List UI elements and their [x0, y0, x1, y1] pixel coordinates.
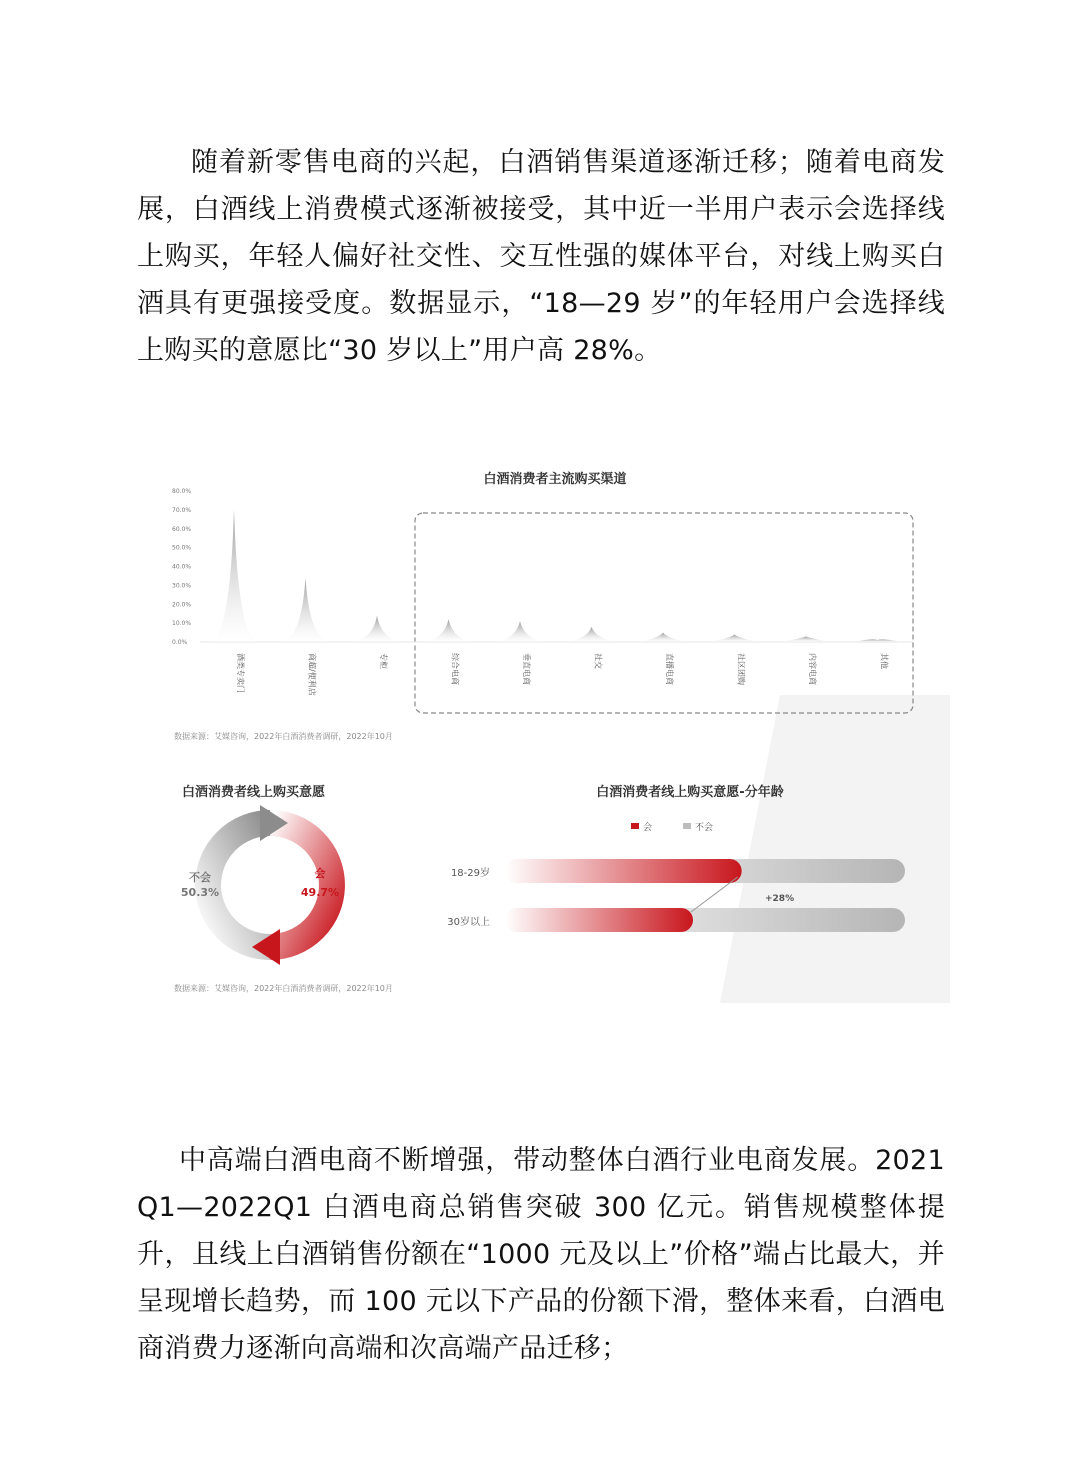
ecommerce-paragraph: 中高端白酒电商不断增强，带动整体白酒行业电商发展。2021 Q1—2022Q1 白酒电商总销售突破 300 亿元。销售规模整体提升，且线上白酒销售份额在“1000 元及以上”价格”端占比最大，并呈现增长趋势，而 100 元以下产品的份额下滑，整体来看，白酒电商消费力逐渐向高端和次高端产品迁移； — [137, 1145, 945, 1364]
channel-peaks — [210, 510, 902, 642]
channel-y-axis — [172, 488, 191, 646]
channel-categories — [236, 653, 890, 696]
donut-slice-will — [270, 823, 332, 947]
channel-peak — [639, 633, 687, 642]
infographic-svg — [160, 455, 950, 1003]
y-tick-label: 40.0% — [172, 563, 192, 571]
y-tick-label: 10.0% — [172, 620, 192, 628]
y-tick-label: 60.0% — [172, 525, 192, 533]
channel-peak — [210, 510, 258, 642]
y-tick-label: 0.0% — [172, 639, 188, 646]
channel-category-label: 专柜 — [379, 653, 388, 669]
donut-slice-wont — [208, 823, 270, 947]
channel-category-label: 社区团购 — [736, 653, 746, 685]
channel-category-label: 直播电商 — [665, 653, 674, 685]
age-source-note: 数据来源：艾媒咨询，2022年白酒消费者调研，2022年10月 — [174, 984, 393, 993]
donut-value-will: 49.7% — [300, 886, 340, 899]
legend-label-will: 会 — [643, 823, 653, 833]
channel-peak — [711, 634, 759, 642]
channel-category-label: 其他 — [879, 653, 889, 669]
channel-peak — [353, 616, 401, 642]
online-channels-dashed-box — [415, 513, 913, 713]
bar-category-30-plus: 30岁以上 — [447, 917, 490, 928]
legend-label-wont: 不会 — [695, 823, 714, 833]
age-chart-title: 白酒消费者线上购买意愿-分年龄 — [596, 785, 784, 800]
bar-category-18-29: 18-29岁 — [450, 868, 490, 879]
channel-category-label: 商超/便利店 — [307, 653, 317, 696]
legend-swatch-will — [631, 823, 639, 829]
channel-category-label: 内容电商 — [808, 653, 817, 685]
y-tick-label: 30.0% — [172, 582, 192, 590]
background-shape — [720, 695, 950, 1003]
channel-category-label: 综合电商 — [450, 653, 460, 685]
channel-peak — [854, 639, 902, 642]
channel-source-note: 数据来源：艾媒咨询，2022年白酒消费者调研，2022年10月 — [174, 732, 393, 741]
legend-swatch-wont — [683, 823, 691, 829]
donut-value-wont: 50.3% — [180, 886, 220, 899]
intro-paragraph: 随着新零售电商的兴起，白酒销售渠道逐渐迁移；随着电商发展，白酒线上消费模式逐渐被接受，其中近一半用户表示会选择线上购买，年轻人偏好社交性、交互性强的媒体平台，对线上购买白酒具有更强接受度。数据显示，“18—29 岁”的年轻用户会选择线上购买的意愿比“30 岁以上”用户高 28%。 — [137, 147, 945, 366]
bar-annotation-diff: +28% — [765, 894, 795, 904]
y-tick-label: 80.0% — [172, 488, 192, 495]
donut-label-wont: 不会 — [189, 871, 211, 884]
y-tick-label: 70.0% — [172, 506, 192, 514]
channel-peak — [568, 627, 616, 642]
channel-category-label: 社交 — [593, 653, 603, 669]
channel-peak — [496, 621, 544, 642]
channel-peak — [282, 578, 330, 642]
y-tick-label: 20.0% — [172, 601, 192, 609]
bar-will — [505, 859, 742, 883]
donut-label-will: 会 — [314, 867, 326, 880]
infographic-figure — [160, 455, 950, 1003]
channel-chart-title: 白酒消费者主流购买渠道 — [483, 472, 627, 487]
channel-category-label: 垂直电商 — [522, 653, 531, 685]
channel-peak — [782, 636, 830, 642]
channel-category-label: 酒类专卖门 — [236, 653, 245, 693]
willingness-chart-title: 白酒消费者线上购买意愿 — [182, 785, 326, 800]
bar-will — [505, 908, 693, 932]
y-tick-label: 50.0% — [172, 544, 192, 552]
channel-peak — [425, 619, 473, 642]
